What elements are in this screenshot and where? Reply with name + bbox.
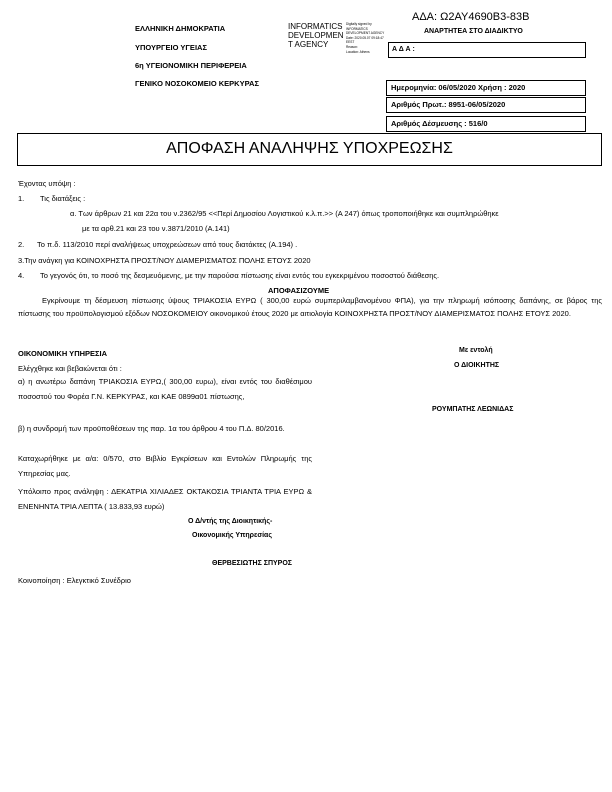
commitment-number: Αριθμός Δέσμευσης : 516/0 xyxy=(391,119,488,128)
item-1a-text: α. Των άρθρων 21 και 22α του ν.2362/95 <<Περί Δημοσίου Λογιστικού κ.λ.π.>> (Α 247) όπως τροποποιήθηκε και συμπληρώθηκε xyxy=(70,209,499,218)
director-name: ΘΕΡΒΕΣΙΩΤΗΣ ΣΠΥΡΟΣ xyxy=(212,560,292,567)
finance-registered: Καταχωρήθηκε με α/α: 0/570, στο Βιβλίο Εγκρίσεων και Εντολών Πληρωμής της Υπηρεσίας μας. xyxy=(18,454,312,478)
ada-code: ΑΔΑ: Ω2ΑΥ4690Β3-83Β xyxy=(412,11,530,23)
header-hospital: ΓΕΝΙΚΟ ΝΟΣΟΚΟΜΕΙΟ ΚΕΡΚΥΡΑΣ xyxy=(135,79,259,88)
stamp-line-2: DEVELOPMEN xyxy=(288,31,344,40)
item-1-number: 1. xyxy=(18,194,25,203)
by-order-label: Με εντολή xyxy=(459,347,493,354)
item-4-text: Το γεγονός ότι, το ποσό της δεσμευόμενης, με την παρούσα πίστωσης είναι εντός του εγκεκριμένου ποσοστού διάθεσης. xyxy=(40,271,440,280)
ada-box xyxy=(388,42,586,58)
stamp-detail: INFORMATICS xyxy=(346,26,368,31)
item-1a-continued: με τα αρθ.21 και 23 του ν.3871/2010 (Α.141) xyxy=(82,224,230,233)
finance-heading: ΟΙΚΟΝΟΜΙΚΗ ΥΠΗΡΕΣΙΑ xyxy=(18,349,108,358)
stamp-detail: EEST xyxy=(346,40,355,45)
header-republic: ΕΛΛΗΝΙΚΗ ΔΗΜΟΚΡΑΤΙΑ xyxy=(135,24,226,33)
finance-balance: Υπόλοιπο προς ανάληψη : ΔΕΚΑΤΡΙΑ ΧΙΛΙΑΔΕΣ ΟΚΤΑΚΟΣΙΑ ΤΡΙΑΝΤΑ ΤΡΙΑ ΕΥΡΩ & ΕΝΕΝΗΝΤΑ ΤΡΙΑ ΛΕΠΤΑ ( 13.833,93 ευρώ) xyxy=(18,487,312,511)
item-1-text: Τις διατάξεις : xyxy=(40,194,86,203)
stamp-detail: Date: 2020.05.07 09:18:47 xyxy=(346,35,384,40)
stamp-line-3: T AGENCY xyxy=(288,40,329,49)
stamp-detail: Digitally signed by xyxy=(346,22,372,26)
decide-heading: ΑΠΟΦΑΣΙΖΟΥΜΕ xyxy=(268,286,330,295)
finance-item-a: α) η ανωτέρω δαπάνη ΤΡΙΑΚΟΣΙΑ ΕΥΡΩ,( 300,00 ευρω), είναι εντός του διαθέσιμου ποσοστού του Φορέα Γ.Ν. ΚΕΡΚΥΡΑΣ, και ΚΑΕ 0899α01 πίστωσης, xyxy=(18,377,312,401)
governor-name: ΡΟΥΜΠΑΤΗΣ ΛΕΩΝΙΔΑΣ xyxy=(432,406,514,413)
governor-label: Ο ΔΙΟΙΚΗΤΗΣ xyxy=(454,362,500,369)
signature-stamp xyxy=(288,22,388,62)
considering-label: Έχοντας υπόψη : xyxy=(18,179,76,188)
protocol-number: Αριθμός Πρωτ.: 8951-06/05/2020 xyxy=(391,100,506,109)
stamp-detail: DEVELOPMENT AGENCY xyxy=(346,31,385,36)
item-2-text: Το π.δ. 113/2010 περί αναλήψεως υποχρεώσεων από τους διατάκτες (Α.194) . xyxy=(37,240,298,249)
date-year: Ημερομηνία: 06/05/2020 Χρήση : 2020 xyxy=(391,83,526,92)
stamp-detail: Reason: xyxy=(346,44,358,49)
finance-item-b: β) η συνδρομή των προϋποθέσεων της παρ. 1α του άρθρου 4 του Π.Δ. 80/2016. xyxy=(18,424,285,433)
stamp-details xyxy=(346,22,384,54)
item-3-text: 3.Την ανάγκη για ΚΟΙΝΟΧΡΗΣΤΑ ΠΡΟΣΤ/ΝΟΥ ΔΙΑΜΕΡΙΣΜΑΤΟΣ ΠΟΛΗΣ ΕΤΟΥΣ 2020 xyxy=(18,256,311,265)
document-title: ΑΠΟΦΑΣΗ ΑΝΑΛΗΨΗΣ ΥΠΟΧΡΕΩΣΗΣ xyxy=(166,140,453,157)
header-ministry: ΥΠΟΥΡΓΕΙΟ ΥΓΕΙΑΣ xyxy=(135,43,207,52)
director-title-1: Ο Δ/ντής της Διοικητικής- xyxy=(188,518,273,525)
item-2-number: 2. xyxy=(18,240,25,249)
decision-text: Εγκρίνουμε τη δέσμευση πίστωσης ύψους ΤΡΙΑΚΟΣΙΑ ΕΥΡΩ ( 300,00 ευρώ συμπεριλαμβανομένου ΦΠΑ), για την πληρωμή ισόποσης δαπάνης, σε βάρος της πίστωσης του προϋπολογισμού εξόδων ΝΟΣΟΚΟΜΕΙΟΥ οικονομικού έτους 2020 με αιτιολογία ΚΟΙΝΟΧΡΗΣΤΑ ΠΡΟΣΤ/ΝΟΥ ΔΙΑΜΕΡΙΣΜΑΤΟΣ ΠΟΛΗΣ ΕΤΟΥΣ 2020. xyxy=(18,296,602,318)
notification-text: Κοινοποίηση : Ελεγκτικό Συνέδριο xyxy=(18,576,131,585)
posted-label: ΑΝΑΡΤΗΤΕΑ ΣΤΟ ΔΙΑΔΙΚΤΥΟ xyxy=(424,28,523,35)
stamp-line-1: INFORMATICS xyxy=(288,22,343,31)
finance-checked: Ελέγχθηκε και βεβαιώνεται ότι : xyxy=(18,364,122,373)
stamp-detail: Location: Athens xyxy=(346,49,370,54)
item-4-number: 4. xyxy=(18,271,25,280)
ada-box-label: Α Δ Α : xyxy=(392,46,415,53)
director-title-2: Οικονομικής Υπηρεσίας xyxy=(192,532,273,539)
header-region: 6η ΥΓΕΙΟΝΟΜΙΚΗ ΠΕΡΙΦΕΡΕΙΑ xyxy=(135,61,247,70)
